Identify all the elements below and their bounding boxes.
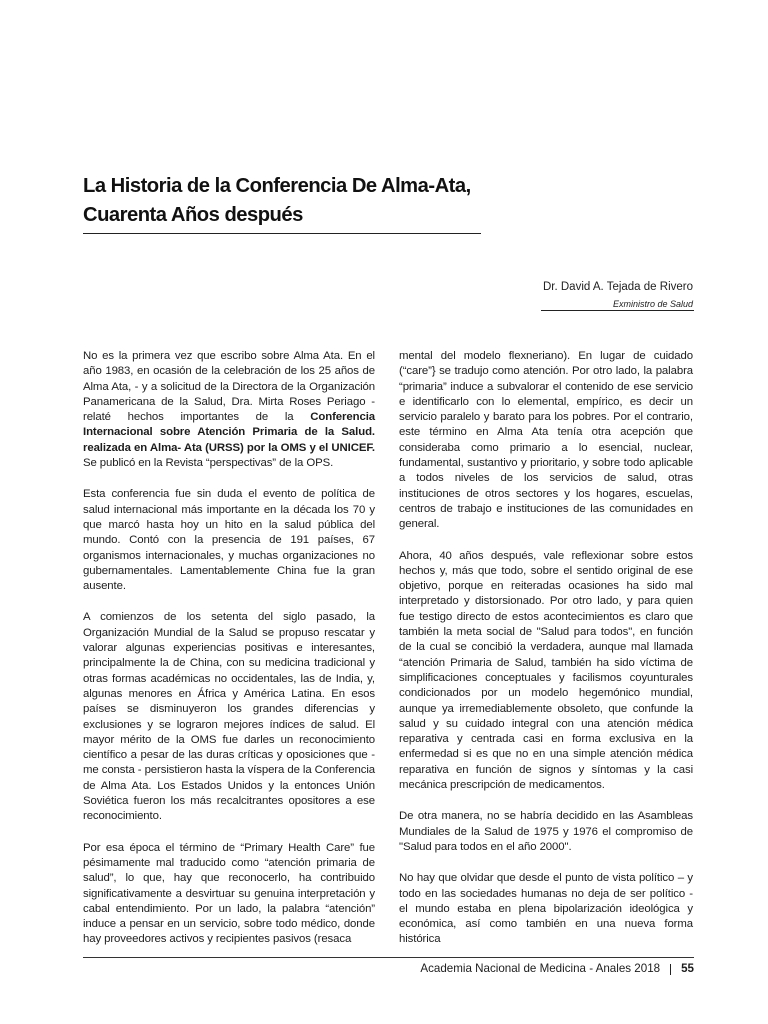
paragraph-text: No es la primera vez que escribo sobre Alma Ata. En el año 1983, en ocasión de la celebración de los 25 años de Alma Ata, - y a solicitud de la Directora de la Organización Panamericana de la Salud, Dra. Mirta Roses Periago - relaté hechos importantes de la	[83, 350, 375, 424]
paragraph: Esta conferencia fue sin duda el evento de política de salud internacional más importante en la década los 70 y que marcó hasta hoy un hito en la salud pública del mundo. Contó con la presencia de 191 países, 67 organismos internacionales, y muchas organizaciones no gubernamentales. Lamentablemente China fue la gran ausente.	[83, 488, 375, 593]
paragraph: Por esa época el término de “Primary Health Care” fue pésimamente mal traducido como “atención primaria de salud”, lo que, hay que reconocerlo, ha contribuido significativamente a desvirtuar su genuina interpretación y cabal entendimiento. Por un lado, la palabra “atención” induce a pensar en un servicio, sobre todo médico, donde hay proveedores activos y recipientes pasivos (resaca	[83, 841, 375, 946]
author-block	[543, 280, 693, 311]
paragraph: A comienzos de los setenta del siglo pasado, la Organización Mundial de la Salud se propuso rescatar y valorar algunas experiencias positivas e interesantes, principalmente la de China, con su medicina tradicional y otras formas académicas no occidentales, las de India, y, algunas menores en África y América Latina. En esos países se disminuyeron los grandes diferencias y exclusiones y se lograron mejores índices de salud. El mayor mérito de la OMS fue darles un reconocimiento científico a pesar de las duras críticas y oposiciones que - me consta - persistieron hasta la víspera de la Conferencia de Alma Ata. Los Estados Unidos y la entonces Unión Soviética fueron los más recalcitrantes opositores a ese reconocimiento.	[83, 611, 375, 823]
paragraph: De otra manera, no se habría decidido en las Asambleas Mundiales de la Salud de 1975 y 1976 el compromiso de "Salud para todos en el año 2000".	[399, 810, 693, 853]
page-number: 55	[681, 962, 694, 975]
paragraph-text: Se publicó en la Revista “perspectivas” de la OPS.	[83, 457, 334, 470]
journal-name: Academia Nacional de Medicina - Anales 2018	[420, 962, 661, 975]
paragraph: mental del modelo flexneriano). En lugar de cuidado (“care”} se tradujo como atención. Por otro lado, la palabra “primaria” induce a subvalorar el contenido de ese servicio e identificarlo con lo elemental, empírico, es decir un servicio paralelo y barato para los pobres. Por el contrario, este término en Alma Ata tenía otra acepción que consideraba como primario a lo esencial, nuclear, fundamental, sustantivo y prioritario, y sobre todo aplicable a todos niveles de los servicios de salud, otras instituciones de otros sectores y los hogares, escuelas, centros de trabajo e instituciones de las comunidades en general.	[399, 350, 693, 531]
paragraph: No hay que olvidar que desde el punto de vista político – y todo en las sociedades humanas no deja de ser político - el mundo estaba en plena bipolarización ideológica y económica, así como también en una nueva forma histórica	[399, 872, 693, 946]
author-name: Dr. David A. Tejada de Rivero	[542, 281, 693, 293]
title-divider	[83, 233, 481, 234]
footer-separator	[670, 964, 671, 975]
article-title-line-2: Cuarenta Años después	[83, 204, 303, 226]
paragraph: Ahora, 40 años después, vale reflexionar sobre estos hechos y, más que todo, sobre el sentido original de ese objetivo, porque en reiteradas ocasiones ha sido mal interpretado y distorsionado. Por otro lado, y para quien fue testigo directo de estos acontecimientos es claro que también la meta social de "Salud para todos", en función de la cual se concibió la verdadera, aunque mal llamada “atención Primaria de Salud, también ha sido víctima de simplificaciones conceptuales y facilismos coyunturales condicionados por un modelo hegemónico mundial, aunque ya irremediablemente obsoleto, que confunde la salud y su cuidado integral con una atención médica reparativa y centrada casi en forma exclusiva en la enfermedad si es que no en una simple atención médica reparativa en función de signos y síntomas y la casi mecánica prescripción de medicamentos.	[399, 549, 693, 792]
paragraph	[83, 349, 375, 471]
page-footer	[420, 961, 694, 977]
left-column	[83, 349, 375, 964]
right-column	[399, 349, 693, 964]
article-title	[83, 172, 481, 230]
article-title-line-1: La Historia de la Conferencia De Alma-Ata,	[83, 175, 471, 197]
author-divider	[541, 310, 694, 311]
author-role: Exministro de Salud	[612, 299, 693, 309]
paragraph-bold-text: Conferencia Internacional sobre Atención Primaria de la Salud. realizada en Alma- Ata (URSS) por la OMS y el UNICEF.	[83, 411, 375, 454]
footer-divider	[83, 957, 694, 958]
title-block	[83, 172, 481, 230]
